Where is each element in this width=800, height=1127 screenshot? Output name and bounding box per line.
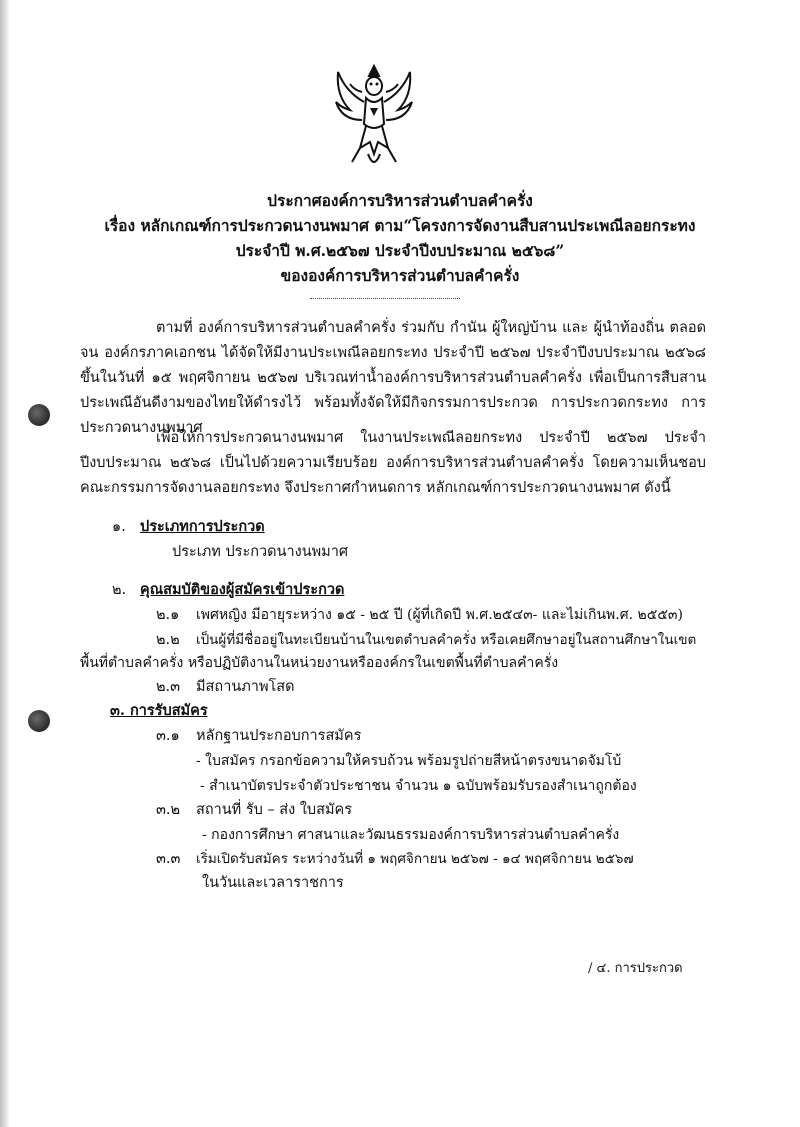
garuda-emblem-icon: [332, 62, 416, 172]
sec3-item-3-line-2: ในวันและเวลาราชการ: [202, 875, 344, 891]
continuation-note: / ๔. การประกวด: [588, 961, 683, 976]
header-line-2: เรื่อง หลักเกณฑ์การประกวดนางนพมาศ ตาม“โครงการจัดงานสืบสานประเพณีลอยกระทง: [104, 216, 696, 235]
sec1-title: ประเภทการประกวด: [140, 518, 265, 535]
sec3-item-1-sub-b: - สำเนาบัตรประจำตัวประชาชน จำนวน ๑ ฉบับพร้อมรับรองสำเนาถูกต้อง: [200, 778, 637, 794]
sec1-body: ประเภท ประกวดนางนพมาศ: [172, 544, 349, 560]
header-line-1: ประกาศองค์การบริหารส่วนตำบลคำครั่ง: [267, 191, 533, 210]
sec2-item-2-line-1: เป็นผู้ที่มีชื่ออยู่ในทะเบียนบ้านในเขตตำบลคำครั่ง หรือเคยศึกษาอยู่ในสถานศึกษาในเขต: [196, 632, 697, 648]
sec3-item-1-sub-a: - ใบสมัคร กรอกข้อความให้ครบถ้วน พร้อมรูปถ่ายสีหน้าตรงขนาดจัมโบ้: [196, 753, 622, 769]
header-line-4: ขององค์การบริหารส่วนตำบลคำครั่ง: [280, 266, 520, 285]
sec3-item-2: สถานที่ รับ – ส่ง ใบสมัคร: [196, 802, 353, 818]
sec1-number: ๑.: [112, 519, 126, 535]
sec3-item-3: เริ่มเปิดรับสมัคร ระหว่างวันที่ ๑ พฤศจิกายน ๒๕๖๗ - ๑๔ พฤศจิกายน ๒๕๖๗: [196, 851, 634, 867]
sec2-item-2-number: ๒.๒: [156, 632, 180, 648]
sec2-item-3: มีสถานภาพโสด: [196, 679, 295, 695]
header-divider: [310, 298, 460, 299]
punch-hole-top: [28, 404, 50, 426]
sec2-item-3-number: ๒.๓: [156, 679, 181, 695]
punch-hole-bottom: [28, 710, 50, 732]
page-edge-shadow: [0, 0, 10, 1127]
sec2-number: ๒.: [112, 582, 127, 598]
sec3-item-3-number: ๓.๓: [156, 851, 181, 867]
sec2-item-2-line-2: พื้นที่ตำบลคำครั่ง หรือปฏิบัติงานในหน่วยงานหรือองค์กรในเขตพื้นที่ตำบลคำครั่ง: [80, 655, 559, 671]
sec2-item-1: เพศหญิง มีอายุระหว่าง ๑๕ - ๒๕ ปี (ผู้ที่เกิดปี พ.ศ.๒๕๔๓- และไม่เกินพ.ศ. ๒๕๕๓): [196, 607, 683, 623]
sec3-item-2-number: ๓.๒: [156, 802, 181, 818]
intro-paragraph-2: เพื่อให้การประกวดนางนพมาศ ในงานประเพณีลอยกระทง ประจำปี ๒๕๖๗ ประจำปีงบประมาณ ๒๕๖๘ เป็นไปด้วยความเรียบร้อย องค์การบริหารส่วนตำบลคำครั่ง โดยความเห็นชอบคณะกรรมการจัดงานลอยกระทง จึงประกาศกำหนดการ หลักเกณฑ์การประกวดนางนพมาศ ดังนี้: [80, 430, 706, 496]
sec3-item-1: หลักฐานประกอบการสมัคร: [196, 728, 362, 744]
sec3-item-1-number: ๓.๑: [156, 728, 180, 744]
sec2-title: คุณสมบัติของผู้สมัครเข้าประกวด: [140, 581, 345, 598]
sec2-item-1-number: ๒.๑: [156, 607, 180, 623]
sec3-title: ๓. การรับสมัคร: [110, 702, 208, 719]
sec3-item-2-sub-a: - กองการศึกษา ศาสนาและวัฒนธรรมองค์การบริหารส่วนตำบลคำครั่ง: [202, 827, 620, 843]
intro-paragraph-1: ตามที่ องค์การบริหารส่วนตำบลคำครั่ง ร่วมกับ กำนัน ผู้ใหญ่บ้าน และ ผู้นำท้องถิ่น ตลอดจน องค์กรภาคเอกชน ได้จัดให้มีงานประเพณีลอยกระทง ประจำปี ๒๕๖๗ ประจำปีงบประมาณ ๒๕๖๘ ขึ้นในวันที่ ๑๕ พฤศจิกายน ๒๕๖๗ บริเวณท่าน้ำองค์การบริหารส่วนตำบลคำครั่ง เพื่อเป็นการสืบสานประเพณีอันดีงามของไทยให้ดำรงไว้ พร้อมทั้งจัดให้มีกิจกรรมการประกวด การประกวดกระทง การประกวดนางนพมาศ: [80, 320, 706, 436]
header-line-3: ประจำปี พ.ศ.๒๕๖๗ ประจำปีงบประมาณ ๒๕๖๘”: [235, 241, 565, 260]
announcement-header: [60, 188, 740, 288]
